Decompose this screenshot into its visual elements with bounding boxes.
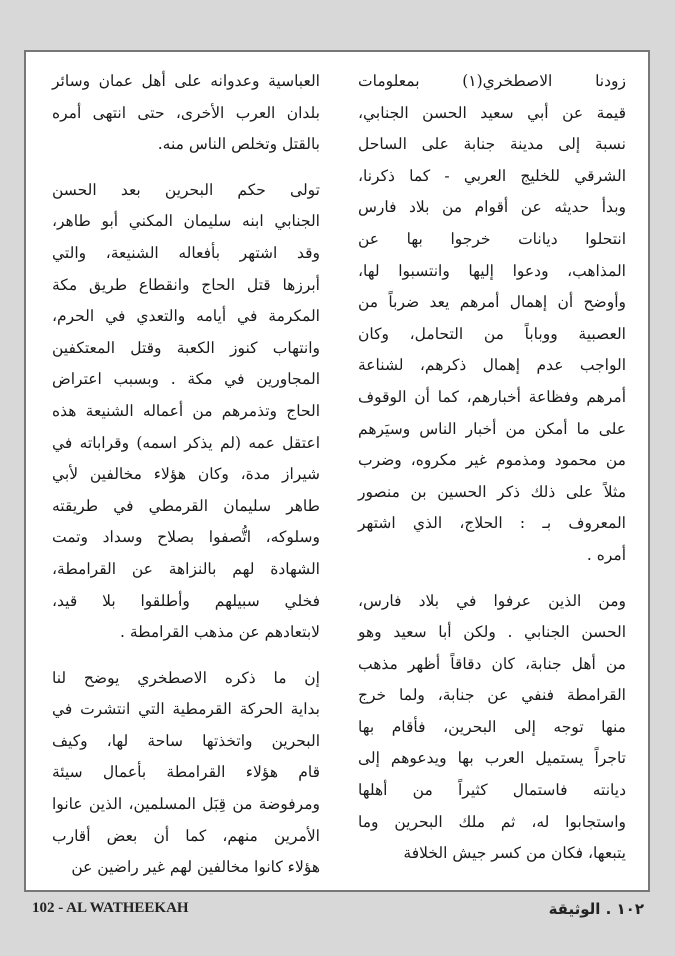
text-line: وانتهاب كنوز الكعبة وقتل المعتكفين — [52, 338, 320, 357]
text-line: الحسن الجنابي . ولكن أبا سعيد وهو — [358, 623, 626, 642]
text-line: العباسية وعدوانه على أهل عمان وسائر — [52, 72, 320, 90]
text-line: إن ما ذكره الاصطخري يوضح لنا — [52, 668, 320, 687]
text-frame — [24, 50, 650, 892]
text-line: طاهر سليمان القرمطي في طريقته — [52, 496, 320, 515]
text-line: وبدأ حديثه عن أقوام من بلاد فارس — [358, 198, 626, 217]
text-line: بلدان العرب الأخرى، حتى انتهى أمره — [52, 103, 320, 122]
text-line: يتبعها، فكان من كسر جيش الخلافة — [403, 844, 626, 863]
text-line: العصبية ووباباً من التحامل، وكان — [358, 324, 626, 343]
text-line: اعتقل عمه (لم يذكر اسمه) وقراباته في — [52, 433, 320, 452]
text-line: وسلوكه، اتُّصفوا بصلاح وسداد وتمت — [52, 528, 320, 547]
text-line: شيراز مدة، وكان هؤلاء مخالفين لأبي — [52, 465, 320, 484]
text-line: تاجراً يستميل العرب بها ويدعوهم إلى — [358, 749, 626, 768]
text-line: انتحلوا ديانات خرجوا بها عن — [358, 229, 626, 248]
text-line: ومن الذين عرفوا في بلاد فارس، — [358, 591, 626, 610]
text-line: ديانته فاستمال كثيراً من أهلها — [358, 781, 626, 800]
text-line: الأمرين منهم، كما أن بعض أقارب — [52, 826, 320, 845]
right-text-column — [358, 66, 626, 866]
text-line: المجاورين في مكة . وبسبب اعتراض — [52, 370, 320, 389]
text-line: أبرزها قتل الحاج وانقطاع طريق مكة — [52, 275, 320, 294]
text-line: القرامطة فنفي عن جنابة، ولما خرج — [358, 686, 626, 705]
paragraph-gap — [52, 161, 320, 175]
text-line: نسبة إلى مدينة جنابة على الساحل — [358, 135, 626, 154]
text-line: الشرقي للخليج العربي - كما ذكرنا، — [358, 166, 626, 185]
text-line: من أهل جنابة، كان دقاقاً أظهر مذهب — [358, 654, 626, 673]
text-line: على ما أمكن من أخبار الناس وسيَرهم — [358, 419, 626, 438]
text-line: الحاج وتذمرهم من أعماله الشنيعة هذه — [52, 401, 320, 420]
text-line: مثلاً على ذلك ذكر الحسين بن منصور — [358, 482, 626, 501]
text-line: زودنا الاصطخري(١) بمعلومات — [358, 72, 626, 90]
footer-page-label-arabic: ١٠٢ . الوثيقة — [548, 900, 644, 918]
text-line: واستجابوا له، ثم ملك البحرين وما — [358, 812, 626, 831]
text-line: بالقتل وتخلص الناس منه. — [157, 135, 320, 154]
text-line: البحرين واتخذتها ساحة لها، وكيف — [52, 731, 320, 750]
text-line: قام هؤلاء القرامطة بأعمال سيئة — [52, 763, 320, 782]
paragraph-gap — [358, 572, 626, 586]
text-line: فخلي سبيلهم وأطلقوا بلا قيد، — [52, 591, 320, 610]
footer-page-label-latin: 102 - AL WATHEEKAH — [32, 900, 189, 916]
text-line: بداية الحركة القرمطية التي انتشرت في — [52, 700, 320, 719]
text-line: الواجب عدم إهمال ذكرهم، لشناعة — [358, 356, 626, 375]
paragraph-gap — [52, 649, 320, 663]
page-footer — [28, 900, 648, 924]
text-line: أمره . — [586, 545, 626, 564]
text-line: ومرفوضة من قِبَل المسلمين، الذين عانوا — [52, 795, 320, 814]
text-line: أمرهم وفظاعة أخبارهم، كما أن الوقوف — [358, 387, 626, 406]
text-line: وأوضح أن إهمال أمرهم يعد ضرباً من — [358, 293, 626, 312]
text-line: الجنابي ابنه سليمان المكني أبو طاهر، — [52, 212, 320, 231]
text-line: قيمة عن أبي سعيد الحسن الجنابي، — [358, 103, 626, 122]
text-line: تولى حكم البحرين بعد الحسن — [52, 180, 320, 199]
text-line: هؤلاء كانوا مخالفين لهم غير راضين عن — [71, 858, 320, 877]
text-line: وقد اشتهر بأفعاله الشنيعة، والتي — [52, 243, 320, 262]
text-line: منها توجه إلى البحرين، فأقام بها — [358, 717, 626, 736]
text-line: من محمود ومذموم غير مكروه، وضرب — [358, 451, 626, 470]
text-line: المكرمة في أيامه والتعدي في الحرم، — [52, 307, 320, 326]
text-line: لابتعادهم عن مذهب القرامطة . — [120, 623, 320, 642]
text-line: المعروف بـ : الحلاج، الذي اشتهر — [358, 514, 626, 533]
text-line: الشهادة لهم بالنزاهة عن القرامطة، — [52, 559, 320, 578]
text-line: المذاهب، ودعوا إليها وانتسبوا لها، — [358, 261, 626, 280]
left-text-column — [52, 66, 320, 877]
